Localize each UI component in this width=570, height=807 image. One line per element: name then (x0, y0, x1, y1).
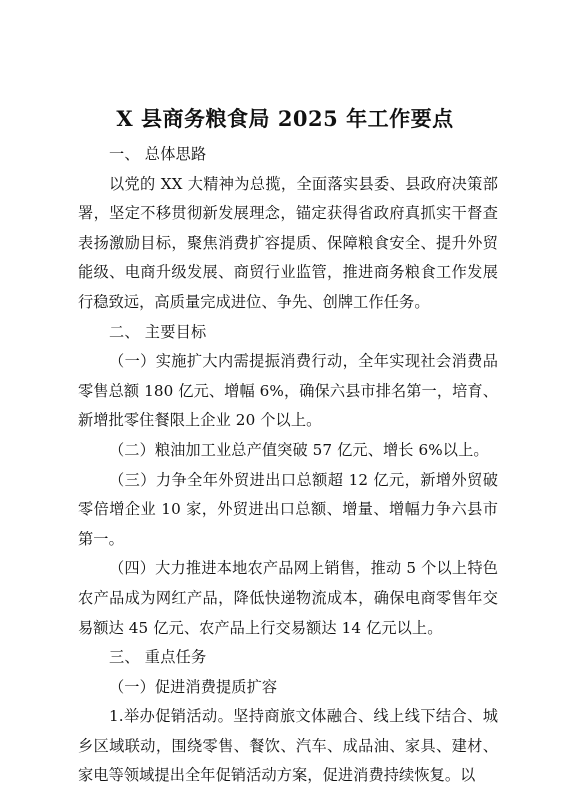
paragraph-goal-consumption: （一）实施扩大内需提振消费行动，全年实现社会消费品零售总额 180 亿元、增幅 6%，确保六县市排名第一，培育、新增批零住餐限上企业 20 个以上。 (78, 352, 498, 430)
section-heading-main-goals: 二、 主要目标 (109, 322, 207, 341)
section-heading-key-tasks: 三、 重点任务 (109, 648, 207, 667)
paragraph-goal-ecommerce: （四）大力推进本地农产品网上销售，推动 5 个以上特色农产品成为网红产品，降低快递物流成本，确保电商零售年交易额达 45 亿元、农产品上行交易额达 14 亿元以上。 (78, 559, 498, 637)
subheading-promote-consumption: （一）促进消费提质扩容 (109, 677, 278, 696)
paragraph-promotion-activities: 1.举办促销活动。坚持商旅文体融合、线上线下结合、城乡区域联动，围绕零售、餐饮、汽车、成品油、家具、建材、家电等领域提出全年促销活动方案，促进消费持续恢复。以 (78, 707, 498, 785)
paragraph-goal-grain-oil: （二）粮油加工业总产值突破 57 亿元、增长 6%以上。 (109, 440, 489, 459)
paragraph-goal-foreign-trade: （三）力争全年外贸进出口总额超 12 亿元，新增外贸破零倍增企业 10 家，外贸进出口总额、增量、增幅力争六县市第一。 (78, 470, 498, 548)
document-title: X 县商务粮食局 2025 年工作要点 (116, 106, 454, 131)
paragraph-overall-approach: 以党的 XX 大精神为总揽，全面落实县委、县政府决策部署，坚定不移贯彻新发展理念，锚定获得省政府真抓实干督查表扬激励目标，聚焦消费扩容提质、保障粮食安全、提升外贸能级、电商升级发展、商贸行业监管，推进商务粮食工作发展行稳致远，高质量完成进位、争先、创牌工作任务。 (78, 174, 498, 311)
section-heading-overall-approach: 一、 总体思路 (109, 145, 207, 163)
document-body (78, 140, 498, 791)
